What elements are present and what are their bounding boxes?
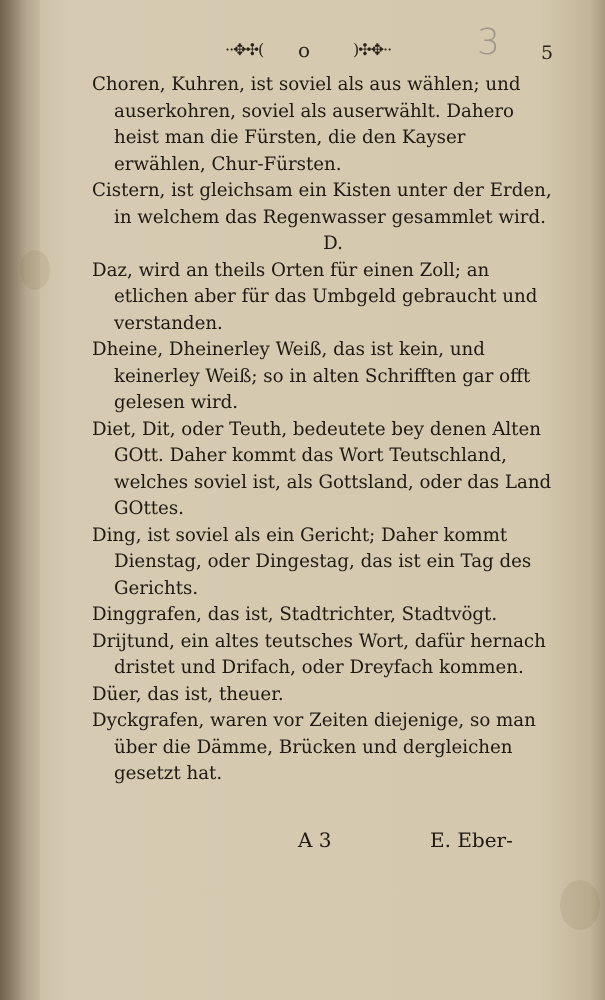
- paper-stain: [20, 250, 50, 290]
- catchword: E. Eber-: [430, 828, 513, 852]
- glossary-entry: Cistern, ist gleichsam ein Kisten unter der Erden, in welchem das Regenwasser gesammlet wird.: [92, 180, 552, 228]
- glossary-entry: Drijtund, ein altes teutsches Wort, dafür hernach dristet und Drifach, oder Dreyfach kommen.: [92, 630, 546, 678]
- section-letter: D.: [323, 233, 343, 254]
- signature-mark-footer: A 3: [298, 828, 332, 852]
- glossary-text: [92, 72, 558, 788]
- ornament-right: )✣✥··: [353, 40, 392, 59]
- paper-stain: [560, 880, 600, 930]
- signature-mark: o: [298, 38, 311, 62]
- glossary-entry: Daz, wird an theils Orten für einen Zoll; an etlichen aber für das Umbgeld gebraucht und verstanden.: [92, 259, 538, 334]
- page-footer: [0, 828, 605, 858]
- glossary-entry: Dinggrafen, das ist, Stadtrichter, Stadtvögt.: [92, 604, 498, 625]
- glossary-entry: Diet, Dit, oder Teuth, bedeutete bey denen Alten GOtt. Daher kommt das Wort Teutschland, welches soviel ist, als Gottsland, oder das Land GOttes.: [92, 418, 552, 519]
- pencil-annotation: 3: [477, 22, 500, 63]
- glossary-entry: Düer, das ist, theuer.: [92, 683, 284, 705]
- page-number: 5: [541, 42, 554, 64]
- glossary-entry: Dheine, Dheinerley Weiß, das ist kein, und keinerley Weiß; so in alten Schrifften gar offt gelesen wird.: [92, 339, 531, 413]
- running-header: [0, 38, 605, 62]
- glossary-entry: Dyckgrafen, waren vor Zeiten diejenige, so man über die Dämme, Brücken und dergleichen gesetzt hat.: [92, 710, 536, 784]
- glossary-entry: Choren, Kuhren, ist soviel als aus wählen; und auserkohren, soviel als auserwählt. Dahero heist man die Fürsten, die den Kayser erwählen, Chur-Fürsten.: [92, 74, 521, 175]
- ornament-left: ··✥✣(: [225, 40, 264, 59]
- glossary-entry: Ding, ist soviel als ein Gericht; Daher kommt Dienstag, oder Dingestag, das ist ein Tag des Gerichts.: [92, 524, 532, 599]
